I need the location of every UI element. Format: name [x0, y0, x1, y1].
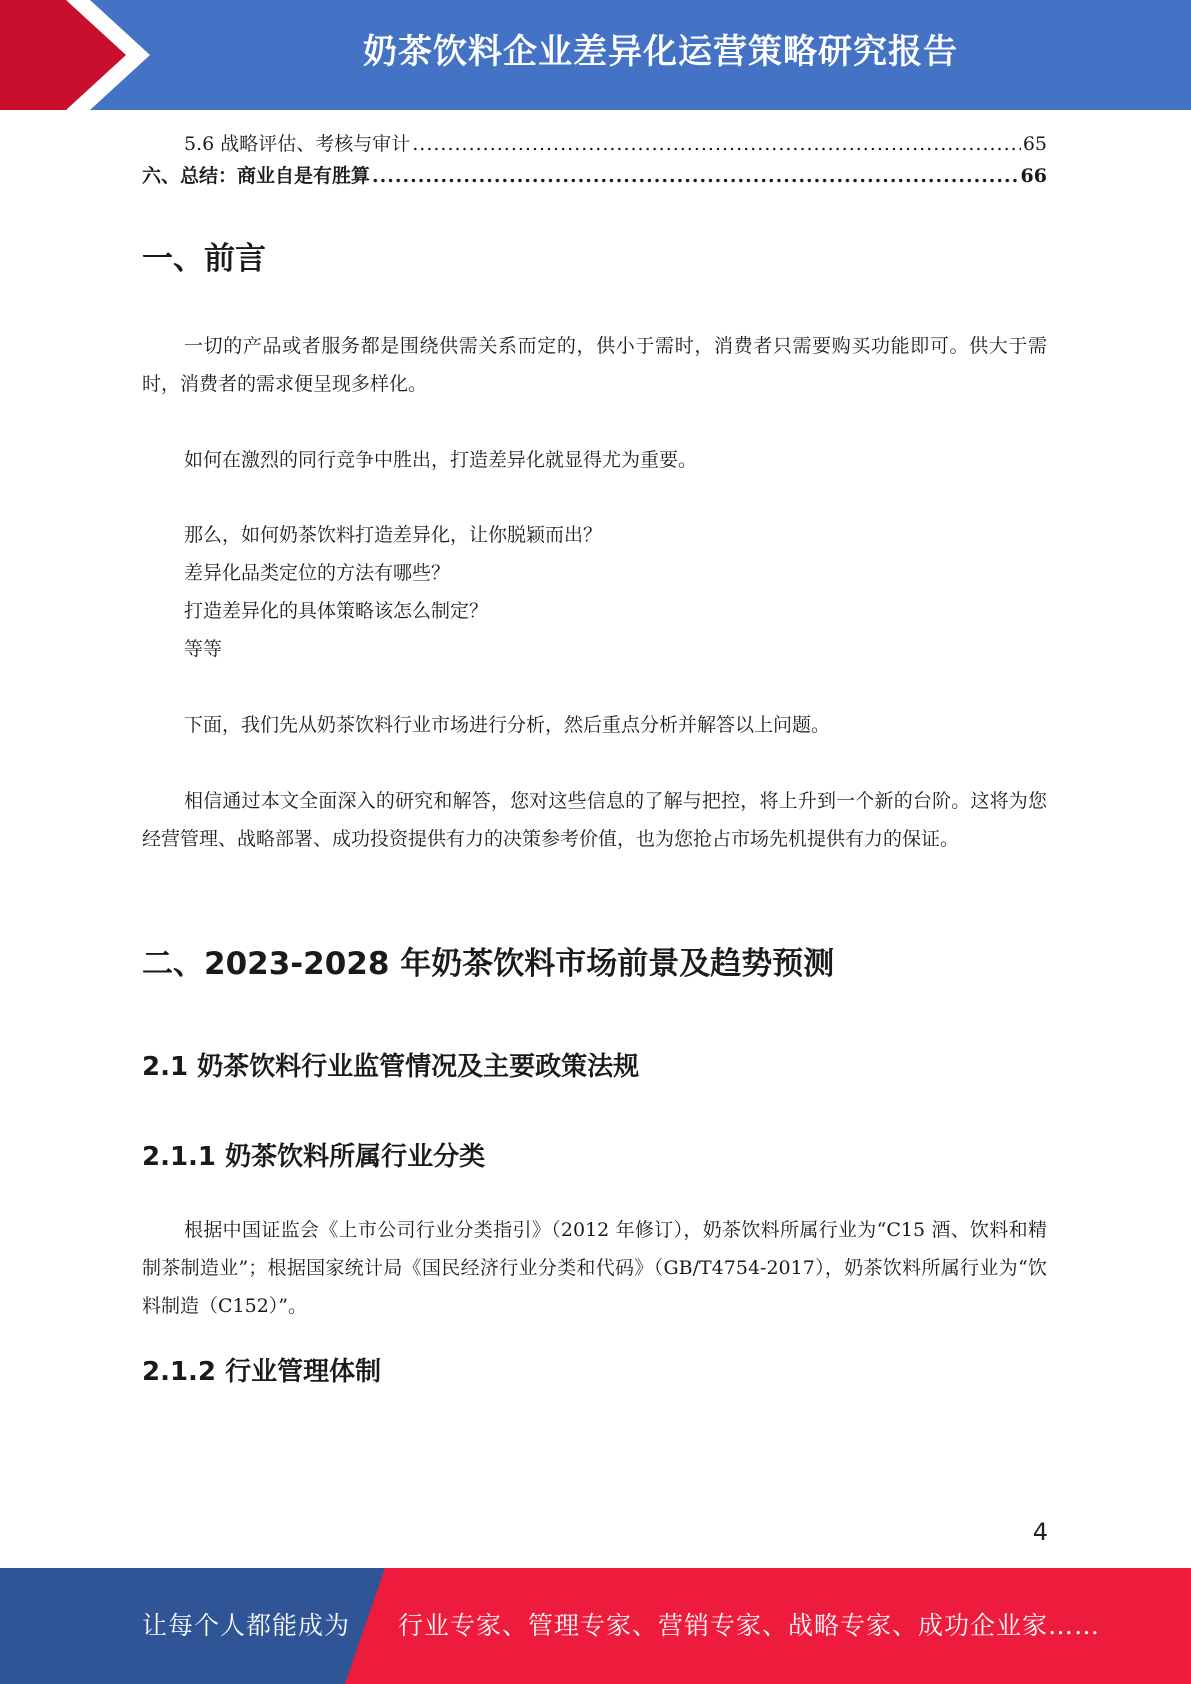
page-header — [0, 0, 1191, 110]
preface-paragraph-3: 下面，我们先从奶茶饮料行业市场进行分析，然后重点分析并解答以上问题。 — [184, 714, 831, 736]
preface-question-list — [184, 516, 602, 668]
page-footer — [0, 1568, 1191, 1684]
list-item: 等等 — [184, 638, 223, 660]
list-item: 差异化品类定位的方法有哪些？ — [184, 562, 451, 584]
toc-entry-page: 66 — [1020, 165, 1047, 187]
preface-paragraph-2: 如何在激烈的同行竞争中胜出，打造差异化就显得尤为重要。 — [184, 449, 698, 471]
preface-paragraph-1: 一切的产品或者服务都是围绕供需关系而定的，供小于需时，消费者只需要购买功能即可。供大于需时，消费者的需求便呈现多样化。 — [142, 335, 1047, 395]
toc-entry[interactable] — [142, 160, 1047, 192]
list-item: 那么，如何奶茶饮料打造差异化，让你脱颖而出？ — [184, 524, 603, 546]
page-content — [142, 128, 1047, 1387]
toc-leader-dots — [372, 160, 1019, 192]
subsection-heading-2-1-2: 2.1.2 行业管理体制 — [142, 1357, 382, 1387]
footer-slogan-left: 让每个人都能成为 — [142, 1611, 351, 1640]
list-item: 打造差异化的具体策略该怎么制定？ — [184, 600, 489, 622]
header-arrow-decoration — [0, 0, 160, 110]
footer-slogan-right: 行业专家、管理专家、营销专家、战略专家、成功企业家…… — [398, 1611, 1101, 1640]
subsection-heading-2-1: 2.1 奶茶饮料行业监管情况及主要政策法规 — [142, 1052, 640, 1082]
toc-entry-text: 六、总结：商业自是有胜算 — [142, 165, 371, 187]
toc-entry[interactable] — [142, 128, 1047, 160]
section-heading-forecast: 二、2023-2028 年奶茶饮料市场前景及趋势预测 — [142, 946, 835, 982]
section-heading-preface: 一、前言 — [142, 241, 266, 277]
subsection-heading-2-1-1: 2.1.1 奶茶饮料所属行业分类 — [142, 1142, 486, 1172]
toc-leader-dots — [412, 128, 1021, 160]
toc-entry-page: 65 — [1022, 133, 1047, 155]
toc-entry-text: 5.6 战略评估、考核与审计 — [184, 133, 411, 155]
industry-classification-paragraph: 根据中国证监会《上市公司行业分类指引》（2012 年修订），奶茶饮料所属行业为“C15 酒、饮料和精制茶制造业”；根据国家统计局《国民经济行业分类和代码》（GB/T4754-2017），奶茶饮料所属行业为“饮料制造（C152）”。 — [142, 1219, 1047, 1317]
page-number: 4 — [1032, 1518, 1048, 1546]
report-title: 奶茶饮料企业差异化运营策略研究报告 — [363, 32, 958, 72]
preface-paragraph-4: 相信通过本文全面深入的研究和解答，您对这些信息的了解与把控，将上升到一个新的台阶。这将为您经营管理、战略部署、成功投资提供有力的决策参考价值，也为您抢占市场先机提供有力的保证。 — [142, 790, 1047, 850]
